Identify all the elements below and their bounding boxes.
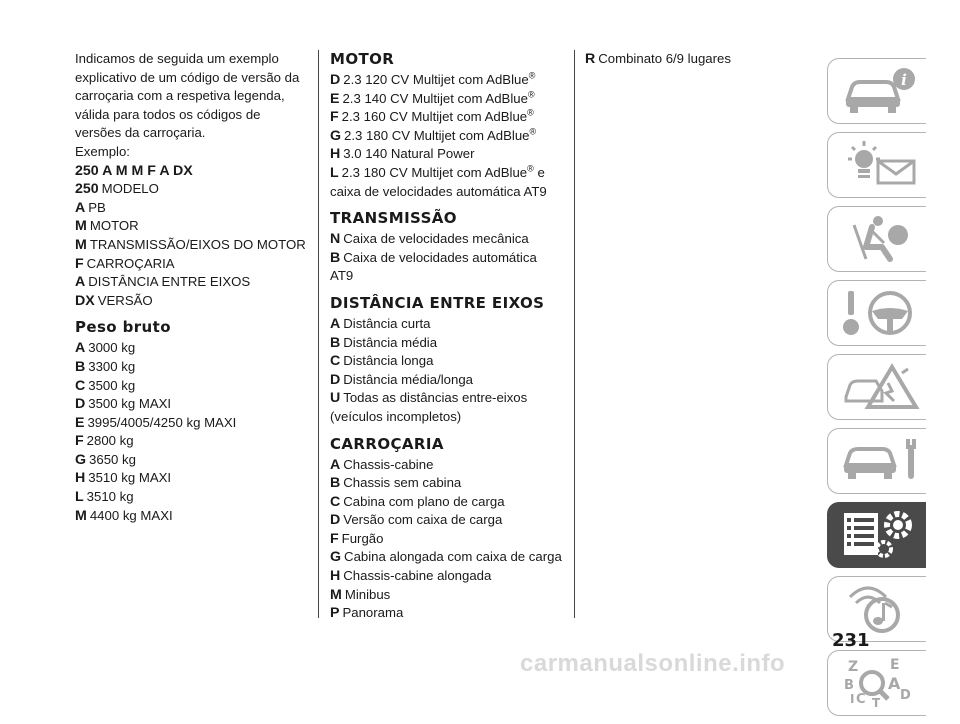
carr-item: P Panorama: [330, 605, 404, 622]
music-media-icon: [842, 583, 922, 635]
tab-car-info[interactable]: [827, 58, 926, 124]
dist-list: [330, 315, 562, 427]
carr-list: [330, 456, 562, 623]
svg-text:D: D: [900, 688, 911, 703]
peso-bruto-heading: Peso bruto: [75, 318, 171, 337]
carr-item: A Chassis-cabine: [330, 456, 434, 473]
legend-item: M TRANSMISSÃO/EIXOS DO MOTOR: [75, 236, 306, 253]
svg-text:E: E: [890, 657, 900, 673]
dist-item: D Distância média/longa: [330, 371, 474, 388]
peso-item: M 4400 kg MAXI: [75, 507, 173, 524]
legend-list: [75, 180, 307, 310]
column-1: [75, 50, 307, 525]
distancia-heading: DISTÂNCIA ENTRE EIXOS: [330, 293, 545, 312]
peso-item: H 3510 kg MAXI: [75, 470, 172, 487]
motor-item: L 2.3 180 CV Multijet com AdBlue® e caixa de velocidades automática AT9: [330, 163, 547, 199]
peso-item: F 2800 kg: [75, 433, 134, 450]
dist-item: C Distância longa: [330, 353, 434, 370]
motor-list: [330, 71, 562, 201]
column-divider: [574, 50, 575, 618]
legend-item: F CARROÇARIA: [75, 255, 175, 272]
peso-item: G 3650 kg: [75, 451, 136, 468]
carrocaria-heading: CARROÇARIA: [330, 434, 444, 453]
motor-item: F 2.3 160 CV Multijet com AdBlue®: [330, 107, 534, 126]
svg-text:I: I: [850, 692, 855, 706]
carr-item: B Chassis sem cabina: [330, 475, 462, 492]
warning-light-message-icon: [842, 139, 922, 191]
dist-item: A Distância curta: [330, 315, 431, 332]
svg-text:T: T: [872, 696, 881, 709]
watermark: carmanualsonline.info: [520, 650, 786, 677]
motor-item: E 2.3 140 CV Multijet com AdBlue®: [330, 89, 535, 107]
trans-item: N Caixa de velocidades mecânica: [330, 231, 529, 248]
carr-item: G Cabina alongada com caixa de carga: [330, 549, 562, 566]
tab-maintenance[interactable]: [827, 428, 926, 494]
column-2: [330, 50, 562, 623]
peso-item: B 3300 kg: [75, 358, 136, 375]
svg-text:A: A: [888, 674, 901, 693]
peso-item: C 3500 kg: [75, 377, 136, 394]
legend-item: A DISTÂNCIA ENTRE EIXOS: [75, 274, 251, 291]
svg-text:C: C: [856, 692, 866, 707]
motor-item: D 2.3 120 CV Multijet com AdBlue®: [330, 70, 536, 88]
key-steering-wheel-icon: [842, 287, 922, 339]
legend-item: DX VERSÃO: [75, 292, 153, 309]
alphabetical-index-icon: [842, 657, 922, 709]
intro-text: Indicamos de seguida um exemplo explicativo de um código de versão da carroçaria com a respetiva legenda, válida para todos os códigos de versões da carroçaria.: [75, 51, 300, 141]
carr-item: D Versão com caixa de carga: [330, 512, 503, 529]
carr-item: R Combinato 6/9 lugares: [585, 51, 731, 67]
carr-item: C Cabina com plano de carga: [330, 493, 505, 510]
chapter-tabs: [827, 58, 933, 724]
trans-item: B Caixa de velocidades automática AT9: [330, 249, 537, 284]
carr-item: M Minibus: [330, 586, 391, 603]
motor-item: H 3.0 140 Natural Power: [330, 146, 475, 163]
legend-item: M MOTOR: [75, 218, 139, 235]
page-number: 231: [832, 630, 870, 651]
motor-item: G 2.3 180 CV Multijet com AdBlue®: [330, 126, 537, 144]
svg-text:B: B: [844, 678, 854, 693]
carr-item: F Furgão: [330, 530, 384, 547]
transmissao-heading: TRANSMISSÃO: [330, 209, 457, 228]
legend-item: A PB: [75, 199, 106, 216]
example-code: 250 A M M F A DX: [75, 162, 193, 179]
tab-starting-driving[interactable]: [827, 280, 926, 346]
seat-airbag-icon: [842, 213, 922, 265]
car-crash-warning-icon: [842, 361, 922, 413]
dist-item: U Todas as distâncias entre-eixos (veículos incompletos): [330, 390, 528, 424]
tab-safety[interactable]: [827, 206, 926, 272]
trans-list: [330, 230, 562, 286]
specifications-gear-icon: [842, 509, 922, 561]
tab-emergency[interactable]: [827, 354, 926, 420]
example-label: Exemplo:: [75, 143, 130, 159]
tab-index[interactable]: [827, 650, 926, 716]
peso-item: A 3000 kg: [75, 340, 136, 357]
column-divider: [318, 50, 319, 618]
car-info-icon: [842, 65, 922, 117]
peso-item: D 3500 kg MAXI: [75, 396, 172, 413]
peso-list: [75, 339, 307, 525]
tab-warning-lights[interactable]: [827, 132, 926, 198]
svg-text:Z: Z: [848, 659, 859, 675]
column-3: [585, 50, 817, 69]
dist-item: B Distância média: [330, 334, 438, 351]
carr-item: H Chassis-cabine alongada: [330, 568, 492, 585]
peso-item: E 3995/4005/4250 kg MAXI: [75, 414, 237, 431]
peso-item: L 3510 kg: [75, 489, 134, 506]
legend-item: 250 MODELO: [75, 181, 159, 198]
tab-technical-data[interactable]: [827, 502, 926, 568]
svg-text:i: i: [901, 71, 907, 89]
motor-heading: MOTOR: [330, 50, 395, 68]
car-wrench-icon: [842, 435, 922, 487]
